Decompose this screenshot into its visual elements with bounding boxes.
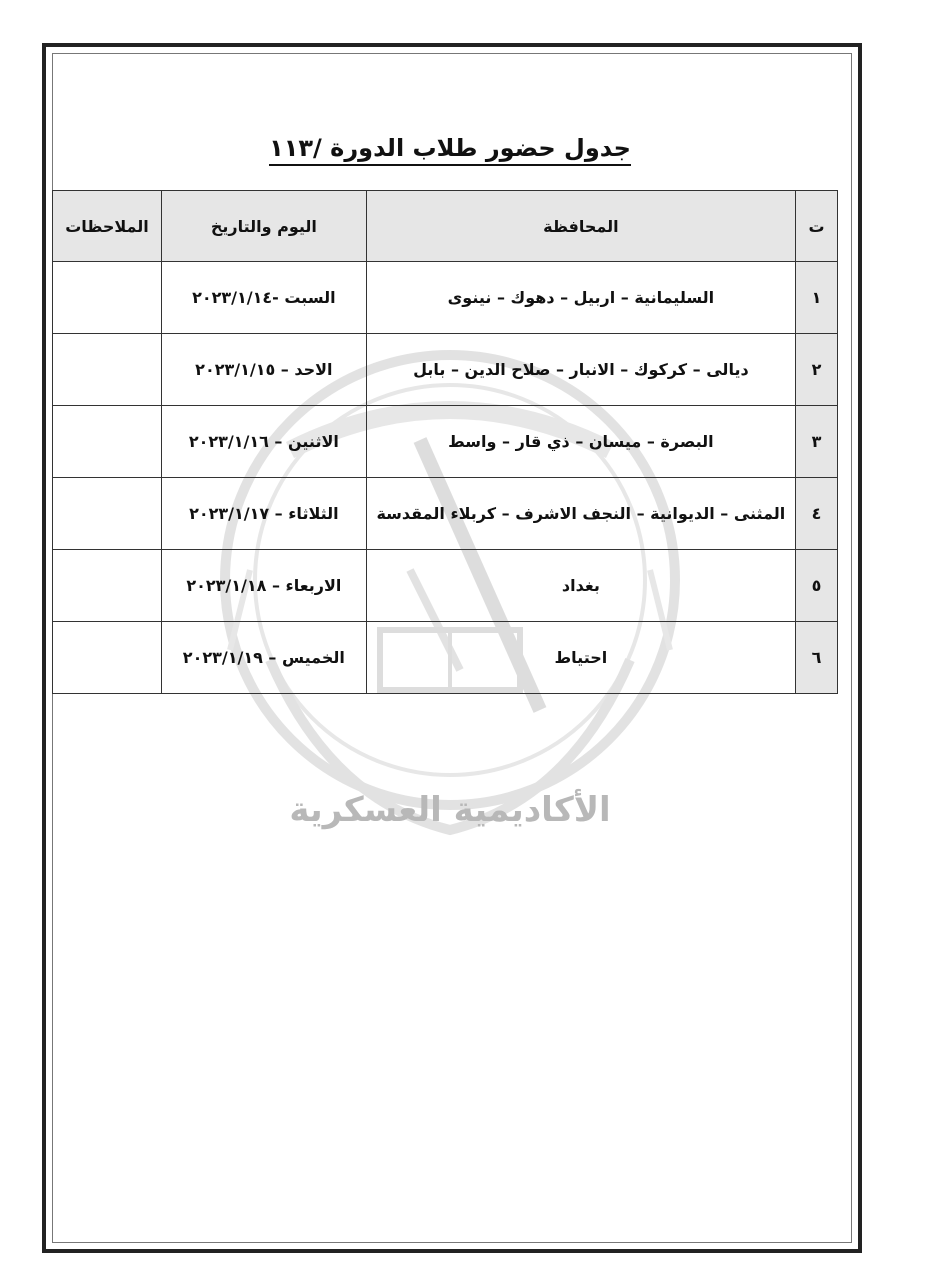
watermark-text: الأكاديمية العسكرية (289, 790, 611, 830)
table-row (53, 406, 838, 478)
row-notes (53, 406, 162, 478)
table-row (53, 622, 838, 694)
row-notes (53, 550, 162, 622)
table-row (53, 334, 838, 406)
header-number: ت (796, 191, 838, 262)
table-row (53, 478, 838, 550)
row-number: ٥ (796, 550, 838, 622)
row-governorate: احتياط (366, 622, 795, 694)
table-header-row (53, 191, 838, 262)
row-number: ١ (796, 262, 838, 334)
row-day-date: الثلاثاء – ٢٠٢٣/١/١٧ (161, 478, 366, 550)
row-number: ٤ (796, 478, 838, 550)
attendance-table (52, 190, 838, 694)
row-notes (53, 262, 162, 334)
row-governorate: ديالى – كركوك – الانبار – صلاح الدين – بابل (366, 334, 795, 406)
row-day-date: السبت -٢٠٢٣/١/١٤ (161, 262, 366, 334)
row-notes (53, 334, 162, 406)
row-notes (53, 622, 162, 694)
page-title-text: جدول حضور طلاب الدورة /١١٣ (269, 134, 631, 166)
header-governorate: المحافظة (366, 191, 795, 262)
header-notes: الملاحظات (53, 191, 162, 262)
table-row (53, 262, 838, 334)
row-number: ٢ (796, 334, 838, 406)
row-number: ٣ (796, 406, 838, 478)
row-day-date: الاربعاء – ٢٠٢٣/١/١٨ (161, 550, 366, 622)
row-notes (53, 478, 162, 550)
row-governorate: المثنى – الديوانية – النجف الاشرف – كربلاء المقدسة (366, 478, 795, 550)
row-day-date: الاحد – ٢٠٢٣/١/١٥ (161, 334, 366, 406)
row-governorate: البصرة – ميسان – ذي قار – واسط (366, 406, 795, 478)
row-number: ٦ (796, 622, 838, 694)
page-title (0, 134, 900, 162)
row-governorate: بغداد (366, 550, 795, 622)
row-day-date: الخميس – ٢٠٢٣/١/١٩ (161, 622, 366, 694)
row-day-date: الاثنين – ٢٠٢٣/١/١٦ (161, 406, 366, 478)
table-row (53, 550, 838, 622)
header-day-date: اليوم والتاريخ (161, 191, 366, 262)
row-governorate: السليمانية – اربيل – دهوك – نينوى (366, 262, 795, 334)
